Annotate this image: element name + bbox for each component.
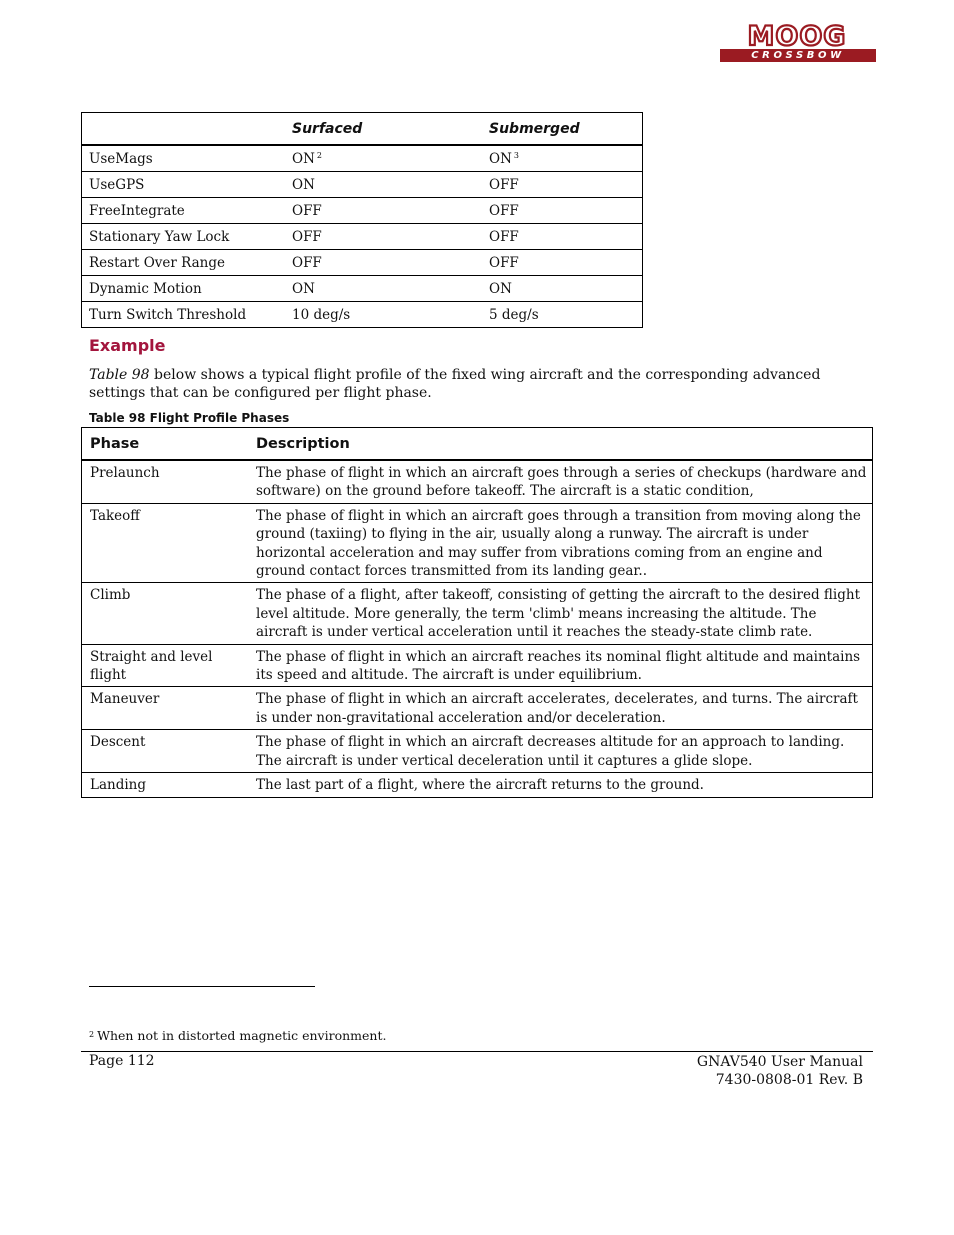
phase-name: Maneuver (82, 687, 249, 730)
submerged-value: ON $^3$ (482, 145, 643, 172)
phase-description: The phase of flight in which an aircraft reaches its nominal flight altitude and maintains its speed and altitude. The aircraft is under equilibrium. (248, 644, 873, 687)
doc-number: 7430-0808-01 Rev. B (715, 1072, 863, 1088)
table-row (82, 730, 873, 773)
phase-name: Climb (82, 583, 249, 644)
phase-description: The phase of flight in which an aircraft decreases altitude for an approach to landing. The aircraft is under vertical deceleration until it captures a glide slope. (248, 730, 873, 773)
submerged-value: OFF (482, 198, 643, 224)
surfaced-value: OFF (285, 198, 482, 224)
table-row (82, 503, 873, 583)
submerged-value: ON (482, 276, 643, 302)
column-header (82, 113, 286, 146)
table-row (82, 644, 873, 687)
page-number: Page 112 (89, 1053, 155, 1069)
submerged-value: OFF (482, 224, 643, 250)
submerged-value: OFF (482, 250, 643, 276)
setting-name: Stationary Yaw Lock (82, 224, 286, 250)
table-row (82, 172, 643, 198)
table-caption: Table 98 Flight Profile Phases (89, 411, 290, 425)
setting-name: FreeIntegrate (82, 198, 286, 224)
phase-name: Landing (90, 777, 147, 794)
table-row (82, 773, 873, 797)
footnote (89, 1028, 386, 1043)
moog-crossbow-logo (718, 22, 876, 68)
flight-phases-table (81, 427, 873, 798)
column-header: Description (248, 428, 873, 461)
table-row (82, 250, 643, 276)
column-header: Phase (82, 428, 249, 461)
surfaced-value: OFF (285, 250, 482, 276)
table-reference-link[interactable]: Table 98 (89, 367, 150, 383)
table-row (82, 198, 643, 224)
phase-name: Prelaunch (82, 460, 249, 503)
setting-name: Restart Over Range (82, 250, 286, 276)
column-header: Submerged (482, 113, 643, 146)
footnote-ref[interactable]: 3 (513, 150, 519, 160)
footnote-ref[interactable]: 2 (316, 150, 322, 160)
intro-paragraph: Table 98 below shows a typical flight profile of the fixed wing aircraft and the corresponding advanced settings that can be configured per flight phase. (89, 367, 821, 401)
column-header: Surfaced (285, 113, 482, 146)
submerged-value: OFF (482, 172, 643, 198)
footnote-number: 2 (89, 1030, 95, 1039)
phase-name: Descent (82, 730, 249, 773)
table-row (82, 460, 873, 503)
table-row (82, 302, 643, 328)
surfaced-value: ON $^2$ (285, 145, 482, 172)
surfaced-value: 10 deg/s (292, 306, 351, 323)
footnote-divider (89, 986, 315, 987)
setting-name: Dynamic Motion (82, 276, 286, 302)
table-header-row (82, 113, 643, 146)
phase-name: Straight and level flight (82, 644, 249, 687)
table-row (82, 145, 643, 172)
section-heading: Example (89, 336, 166, 355)
setting-name: UseGPS (82, 172, 286, 198)
footer-divider (81, 1051, 873, 1052)
table-row (82, 687, 873, 730)
surfaced-value: OFF (285, 224, 482, 250)
phase-name: Takeoff (82, 503, 249, 583)
phase-description: The phase of flight in which an aircraft accelerates, decelerates, and turns. The aircraft is under non-gravitational acceleration and/or deceleration. (248, 687, 873, 730)
table-row (82, 583, 873, 644)
manual-info (697, 1053, 863, 1089)
surfaced-value: ON (285, 172, 482, 198)
table-header-row (82, 428, 873, 461)
phase-description: The phase of flight in which an aircraft goes through a transition from moving along the ground (taxiing) to flying in the air, usually along a runway. The aircraft is under horizontal acceleration and may suffer from vibrations coming from an engine and ground contact forces transmitted from its landing gear.. (248, 503, 873, 583)
setting-name: Turn Switch Threshold (89, 306, 247, 323)
manual-title: GNAV540 User Manual (696, 1054, 863, 1070)
footnote-text: When not in distorted magnetic environment. (97, 1028, 387, 1043)
surfaced-value: ON (285, 276, 482, 302)
crossbow-bar: CROSSBOW (720, 49, 876, 62)
phase-description: The last part of a flight, where the aircraft returns to the ground. (256, 777, 704, 794)
settings-table (81, 112, 643, 328)
phase-description: The phase of a flight, after takeoff, consisting of getting the aircraft to the desired flight level altitude. More generally, the term 'climb' means increasing the altitude. The aircraft is under vertical acceleration until it reaches the steady-state climb rate. (248, 583, 873, 644)
table-row (82, 224, 643, 250)
submerged-value: 5 deg/s (489, 306, 539, 323)
moog-wordmark (718, 22, 876, 48)
setting-name: UseMags (82, 145, 286, 172)
svg-text:MOOG: MOOG (747, 22, 847, 48)
phase-description: The phase of flight in which an aircraft goes through a series of checkups (hardware and software) on the ground before takeoff. The aircraft is a static condition, (248, 460, 873, 503)
table-row (82, 276, 643, 302)
